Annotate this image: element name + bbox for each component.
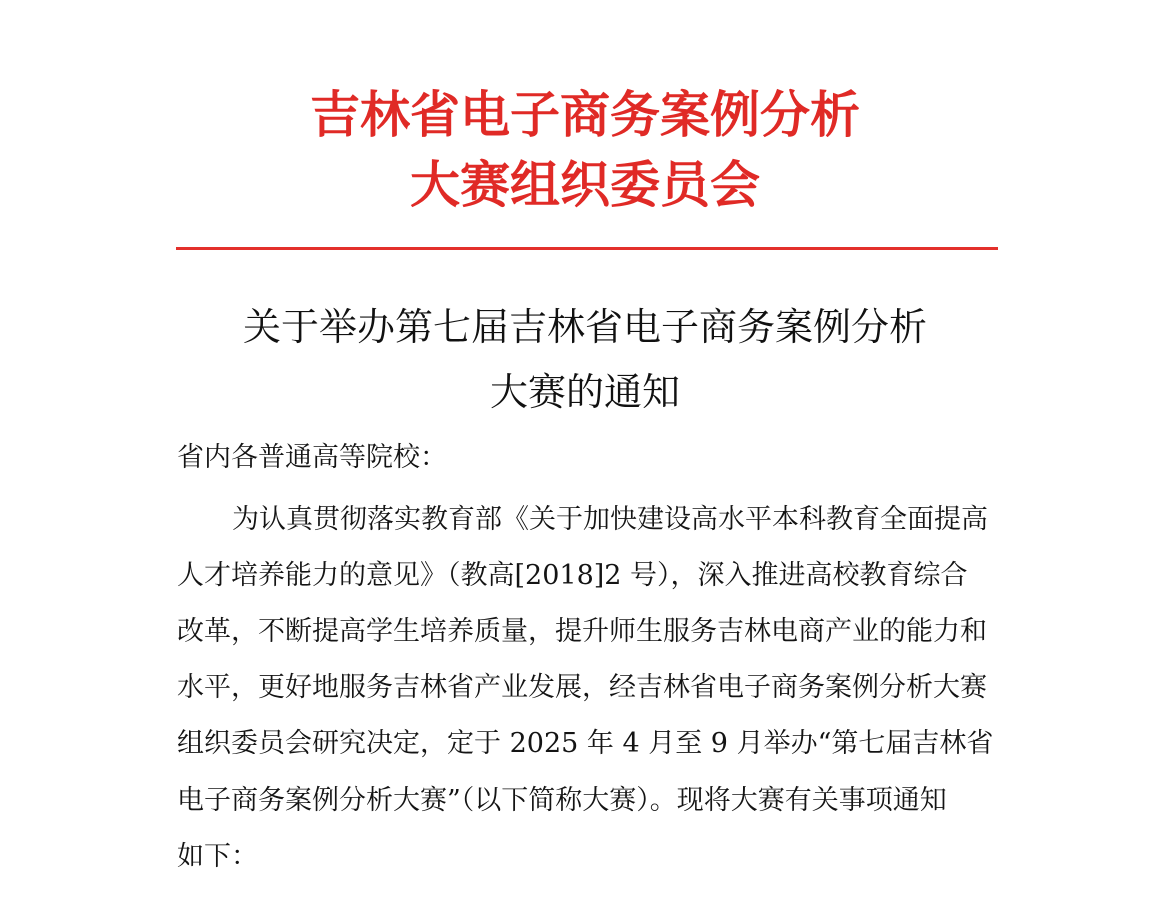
org-header-line-1: 吉林省电子商务案例分析 xyxy=(310,86,860,144)
red-divider-rule xyxy=(176,247,998,250)
body-paragraph-line: 如下： xyxy=(177,841,258,872)
body-paragraph-line: 改革，不断提高学生培养质量，提升师生服务吉林电商产业的能力和 xyxy=(177,616,987,647)
org-header-line-2: 大赛组织委员会 xyxy=(410,156,760,214)
notice-title-line-2: 大赛的通知 xyxy=(489,370,680,414)
body-paragraph-line: 电子商务案例分析大赛”（以下简称大赛）。现将大赛有关事项通知 xyxy=(177,785,947,816)
salutation: 省内各普通高等院校： xyxy=(177,442,447,473)
body-paragraph-line: 水平，更好地服务吉林省产业发展，经吉林省电子商务案例分析大赛 xyxy=(177,672,987,703)
body-paragraph-line: 人才培养能力的意见》（教高[2018]2 号），深入推进高校教育综合 xyxy=(177,560,968,591)
notice-title-line-1: 关于举办第七届吉林省电子商务案例分析 xyxy=(242,305,927,349)
body-paragraph-line: 为认真贯彻落实教育部《关于加快建设高水平本科教育全面提高 xyxy=(232,504,988,535)
body-paragraph-line: 组织委员会研究决定，定于 2025 年 4 月至 9 月举办“第七届吉林省 xyxy=(177,728,994,759)
